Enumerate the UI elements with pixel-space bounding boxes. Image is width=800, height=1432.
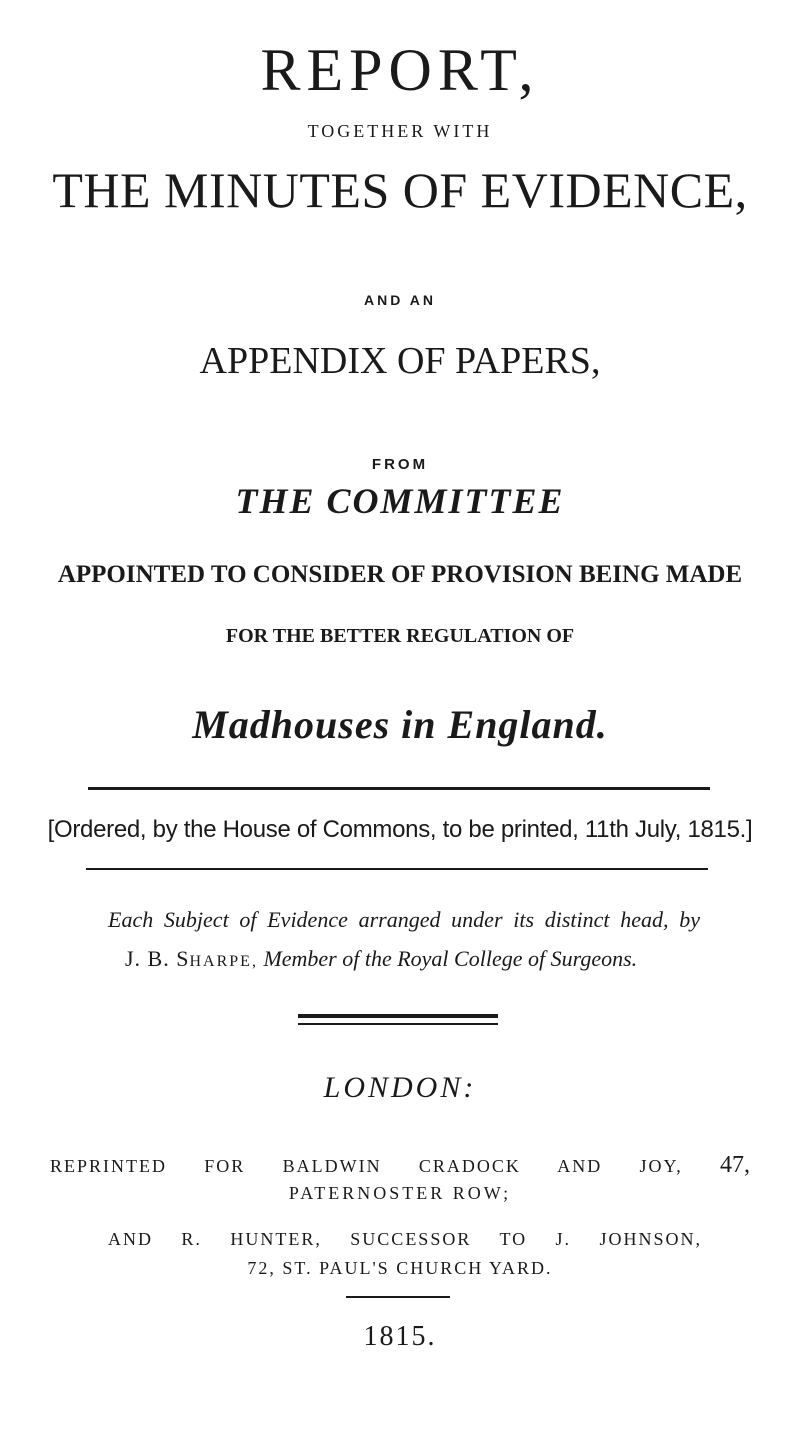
publisher-text: REPRINTED FOR BALDWIN CRADOCK AND JOY, (50, 1156, 683, 1176)
appendix-heading: APPENDIX OF PAPERS, (199, 340, 601, 382)
imprint-publisher (50, 1152, 750, 1179)
imprint-address: PATERNOSTER ROW; (288, 1183, 512, 1203)
minutes-heading: THE MINUTES OF EVIDENCE, (52, 162, 748, 218)
and-an-text: AND AN (364, 292, 436, 308)
imprint-hunter: AND R. HUNTER, SUCCESSOR TO J. JOHNSON, (108, 1229, 702, 1249)
report-heading: REPORT, (260, 37, 540, 103)
together-with-text: TOGETHER WITH (307, 121, 493, 141)
author-initials: J. B. S (125, 946, 190, 971)
bottom-rule (86, 868, 708, 870)
author-surname: HARPE, (189, 953, 258, 970)
from-text: FROM (371, 456, 429, 473)
committee-heading: THE COMMITTEE (235, 481, 565, 521)
subject-note (108, 905, 700, 935)
thin-rule (298, 1023, 498, 1025)
author-affiliation: Member of the Royal College of Surgeons. (263, 946, 638, 971)
publisher-number: 47, (720, 1152, 751, 1178)
madhouses-heading: Madhouses in England. (192, 702, 608, 747)
thick-rule (298, 1014, 498, 1018)
appointed-text: APPOINTED TO CONSIDER OF PROVISION BEING MADE (57, 561, 743, 588)
ordered-notice: [Ordered, by the House of Commons, to be printed, 11th July, 1815.] (47, 816, 753, 843)
imprint-city: LONDON: (323, 1071, 477, 1104)
author-line (125, 944, 637, 977)
better-regulation-text: FOR THE BETTER REGULATION OF (225, 625, 575, 647)
year-rule (346, 1296, 450, 1298)
top-rule (88, 787, 710, 790)
imprint-year: 1815. (363, 1321, 437, 1352)
subject-line: Each Subject of Evidence arranged under its distinct head, by (108, 907, 700, 932)
imprint-st-paul: 72, ST. PAUL'S CHURCH YARD. (247, 1258, 553, 1278)
